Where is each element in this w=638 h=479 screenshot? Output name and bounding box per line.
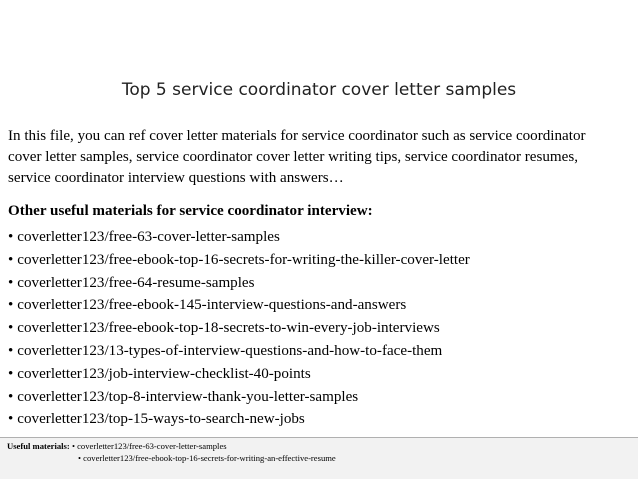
list-item[interactable] bbox=[8, 340, 470, 363]
intro-line: service coordinator interview questions with answers… bbox=[8, 170, 344, 186]
footer-label: Useful materials bbox=[7, 441, 67, 451]
footer-row bbox=[7, 441, 227, 452]
list-item[interactable] bbox=[8, 249, 470, 272]
list-item[interactable] bbox=[8, 294, 470, 317]
bullet-icon: • bbox=[8, 320, 14, 337]
list-item[interactable] bbox=[8, 272, 470, 295]
intro-line: In this file, you can ref cover letter materials for service coordinator such as service coordinator bbox=[8, 128, 586, 144]
bullet-icon: • bbox=[71, 441, 75, 451]
list-item[interactable] bbox=[8, 386, 470, 409]
link-text[interactable]: coverletter123/free-ebook-145-interview-questions-and-answers bbox=[17, 297, 407, 314]
materials-list bbox=[8, 226, 470, 431]
link-text[interactable]: coverletter123/free-ebook-top-18-secrets-to-win-every-job-interviews bbox=[17, 320, 440, 337]
link-text[interactable]: coverletter123/free-64-resume-samples bbox=[17, 274, 255, 291]
intro-line: cover letter samples, service coordinator cover letter writing tips, service coordinator resumes, bbox=[8, 149, 578, 165]
footer-bar bbox=[0, 438, 638, 479]
bullet-icon: • bbox=[8, 342, 14, 359]
materials-heading: Other useful materials for service coordinator interview: bbox=[8, 203, 373, 219]
link-text[interactable]: coverletter123/job-interview-checklist-40-points bbox=[17, 365, 311, 382]
page-title: Top 5 service coordinator cover letter samples bbox=[121, 80, 517, 100]
link-text[interactable]: coverletter123/13-types-of-interview-questions-and-how-to-face-them bbox=[17, 342, 443, 359]
footer-link[interactable]: coverletter123/free-ebook-top-16-secrets-for-writing-an-effective-resume bbox=[83, 453, 336, 463]
list-item[interactable] bbox=[8, 408, 470, 431]
intro-paragraph bbox=[8, 126, 634, 189]
list-item[interactable] bbox=[8, 317, 470, 340]
bullet-icon: • bbox=[8, 229, 14, 245]
list-item[interactable] bbox=[8, 226, 470, 249]
bullet-icon: • bbox=[8, 297, 14, 314]
footer-separator: : bbox=[66, 441, 70, 451]
bullet-icon: • bbox=[78, 453, 82, 463]
link-text[interactable]: coverletter123/top-15-ways-to-search-new-jobs bbox=[17, 411, 305, 428]
link-text[interactable]: coverletter123/free-63-cover-letter-samples bbox=[17, 229, 280, 245]
footer-link[interactable]: coverletter123/free-63-cover-letter-samples bbox=[77, 441, 227, 451]
link-text[interactable]: coverletter123/top-8-interview-thank-you-letter-samples bbox=[17, 388, 359, 405]
footer-row bbox=[78, 453, 336, 464]
list-item[interactable] bbox=[8, 363, 470, 386]
bullet-icon: • bbox=[8, 365, 14, 382]
bullet-icon: • bbox=[8, 251, 14, 268]
bullet-icon: • bbox=[8, 388, 14, 405]
bullet-icon: • bbox=[8, 274, 14, 291]
link-text[interactable]: coverletter123/free-ebook-top-16-secrets-for-writing-the-killer-cover-letter bbox=[17, 251, 470, 268]
bullet-icon: • bbox=[8, 411, 14, 428]
